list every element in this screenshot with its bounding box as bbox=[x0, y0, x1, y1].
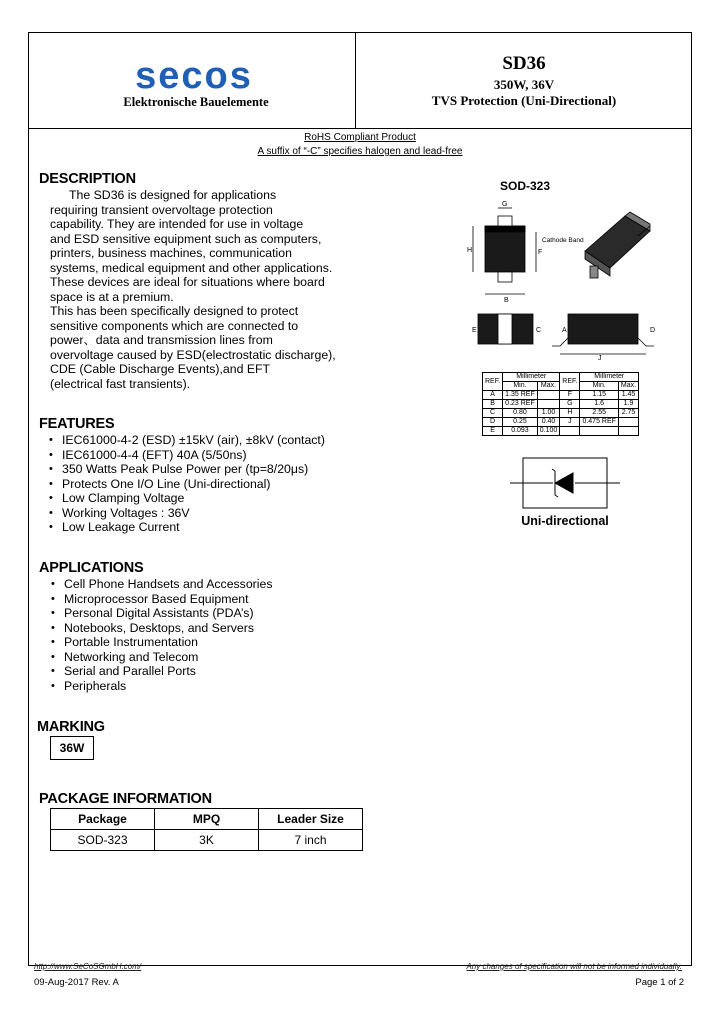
table-header: Max. bbox=[537, 382, 560, 391]
marking-heading: MARKING bbox=[37, 719, 105, 735]
end-view-lead bbox=[638, 338, 654, 346]
table-row: E 0.093 0.100 bbox=[483, 427, 639, 436]
table-header: Min. bbox=[503, 382, 538, 391]
list-item: • IEC61000-4-2 (ESD) ±15kV (air), ±8kV (contact) bbox=[44, 433, 364, 448]
list-item: • Notebooks, Desktops, and Servers bbox=[46, 621, 366, 636]
package-info-heading: PACKAGE INFORMATION bbox=[39, 791, 212, 807]
top-view-body bbox=[485, 226, 525, 272]
diode-triangle bbox=[555, 473, 573, 493]
table-cell: SOD-323 bbox=[51, 830, 155, 851]
table-header: Millimeter bbox=[580, 373, 639, 382]
bottom-lead bbox=[498, 272, 512, 282]
list-item: • Portable Instrumentation bbox=[46, 635, 366, 650]
table-header-row bbox=[483, 373, 639, 382]
logo-text: secos bbox=[135, 58, 253, 94]
dim-label: H bbox=[467, 247, 473, 254]
rohs-note: RoHS Compliant Product bbox=[304, 132, 416, 143]
list-item: • Cell Phone Handsets and Accessories bbox=[46, 577, 366, 592]
description-line: This has been specifically designed to protect bbox=[50, 304, 299, 318]
list-item: • Microprocessor Based Equipment bbox=[46, 592, 366, 607]
applications-heading: APPLICATIONS bbox=[39, 560, 144, 576]
description-line: requiring transient overvoltage protection bbox=[50, 202, 273, 217]
list-item: • Low Clamping Voltage bbox=[44, 491, 364, 506]
package-drawing-title: SOD-323 bbox=[500, 179, 551, 193]
table-row: B 0.23 REF G 1.6 1.9 bbox=[483, 400, 639, 409]
iso-lead bbox=[590, 266, 598, 278]
cathode-bar-tip bbox=[555, 495, 558, 497]
table-header: Min. bbox=[580, 382, 618, 391]
description-line: power、data and transmission lines from bbox=[50, 333, 273, 347]
description-line: The SD36 is designed for applications bbox=[69, 188, 277, 202]
description-line: capability. They are intended for use in voltage bbox=[50, 217, 304, 231]
footer-page: Page 1 of 2 bbox=[635, 977, 684, 988]
description-line: CDE (Cable Discharge Events),and EFT bbox=[50, 362, 271, 376]
list-item: • IEC61000-4-4 (EFT) 40A (5/50ns) bbox=[44, 448, 364, 463]
list-item: • Protects One I/O Line (Uni-directional) bbox=[44, 477, 364, 492]
footer-date-rev: 09-Aug-2017 Rev. A bbox=[34, 977, 119, 988]
table-cell: 7 inch bbox=[259, 830, 363, 851]
marking-code: 36W bbox=[50, 736, 94, 760]
table-header: REF. bbox=[560, 373, 580, 391]
halogen-note: A suffix of “-C” specifies halogen and lead-free bbox=[257, 146, 463, 157]
dim-label: D bbox=[650, 327, 656, 334]
table-header: Max. bbox=[618, 382, 638, 391]
features-heading: FEATURES bbox=[39, 416, 115, 432]
table-row: A 1.35 REF F 1.15 1.45 bbox=[483, 391, 639, 400]
table-header-row bbox=[51, 809, 363, 830]
table-row: D 0.25 0.40 J 0.475 REF bbox=[483, 418, 639, 427]
function-title: TVS Protection (Uni-Directional) bbox=[431, 93, 617, 108]
dim-label: F bbox=[538, 249, 543, 256]
rating: 350W, 36V bbox=[493, 77, 555, 92]
description-line: overvoltage caused by ESD(electrostatic discharge), bbox=[50, 347, 336, 362]
list-item: • Serial and Parallel Ports bbox=[46, 664, 366, 679]
symbol-label: Uni-directional bbox=[521, 514, 609, 528]
table-header: REF. bbox=[483, 373, 503, 391]
cathode-band bbox=[485, 226, 525, 232]
description-line: sensitive components which are connected to bbox=[50, 318, 299, 333]
list-item: • Working Voltages : 36V bbox=[44, 506, 364, 521]
dim-label: J bbox=[598, 355, 602, 362]
diode-symbol bbox=[510, 456, 620, 512]
dimensions-table bbox=[482, 372, 639, 436]
description-line: These devices are ideal for situations where board bbox=[50, 275, 325, 289]
dim-label: G bbox=[502, 201, 508, 208]
list-item: • Networking and Telecom bbox=[46, 650, 366, 665]
header-divider bbox=[28, 128, 692, 129]
dim-label: C bbox=[536, 327, 542, 334]
cathode-band-label: Cathode Band bbox=[542, 237, 584, 244]
dim-label: A bbox=[562, 327, 567, 334]
table-row: C 0.80 1.00 H 2.55 2.75 bbox=[483, 409, 639, 418]
company-name: Elektronische Bauelemente bbox=[123, 95, 269, 109]
description-line: space is at a premium. bbox=[50, 289, 174, 304]
footer-notice: Any changes of specification will not be informed individually. bbox=[466, 962, 682, 971]
end-view-lead bbox=[552, 338, 568, 346]
list-item: • Peripherals bbox=[46, 679, 366, 694]
company-logo bbox=[118, 58, 270, 94]
side-view-gap bbox=[498, 314, 512, 344]
list-item: • 350 Watts Peak Pulse Power per (tp=8/20μs) bbox=[44, 462, 364, 477]
top-lead bbox=[498, 216, 512, 226]
description-line: (electrical fast transients). bbox=[50, 376, 191, 391]
list-item: • Low Leakage Current bbox=[44, 520, 364, 535]
description-heading: DESCRIPTION bbox=[39, 171, 136, 187]
description-line: and ESD sensitive equipment such as computers, bbox=[50, 231, 322, 246]
package-table bbox=[50, 808, 363, 851]
part-number: SD36 bbox=[502, 53, 546, 74]
table-header: MPQ bbox=[155, 809, 259, 830]
table-header: Millimeter bbox=[503, 373, 560, 382]
cathode-bar-tip bbox=[552, 469, 555, 471]
footer-url[interactable]: http://www.SeCoSGmbH.com/ bbox=[34, 962, 142, 971]
table-row bbox=[51, 830, 363, 851]
table-cell: 3K bbox=[155, 830, 259, 851]
dim-label: B bbox=[504, 297, 509, 304]
description-text bbox=[50, 188, 370, 391]
table-header: Package bbox=[51, 809, 155, 830]
end-view-body bbox=[568, 314, 638, 344]
package-outline-drawing bbox=[460, 196, 670, 362]
dim-label: E bbox=[472, 327, 477, 334]
table-header: Leader Size bbox=[259, 809, 363, 830]
description-line: systems, medical equipment and other applications. bbox=[50, 260, 333, 275]
applications-list bbox=[46, 577, 366, 693]
features-list bbox=[44, 433, 364, 535]
list-item: • Personal Digital Assistants (PDA’s) bbox=[46, 606, 366, 621]
description-line: printers, business machines, communication bbox=[50, 246, 292, 260]
